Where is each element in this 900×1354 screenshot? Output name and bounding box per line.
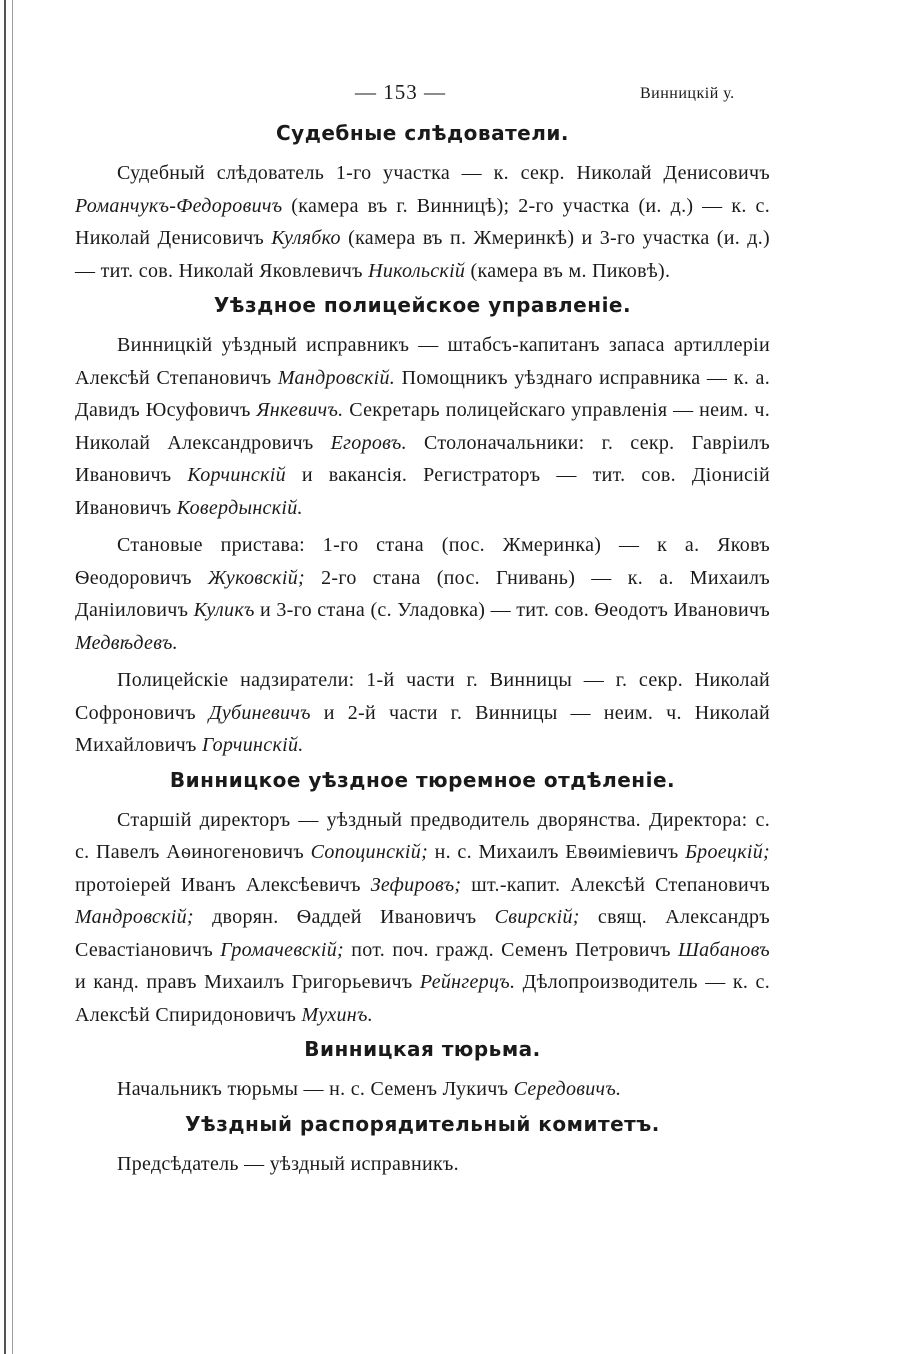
text-run: н. с. Михаилъ Евѳиміевичъ [428,841,686,863]
surname: Жуковскій; [207,566,305,589]
paragraph [75,329,770,524]
page-header [0,80,900,110]
text-run: (камера въ г. Винницѣ); 2-го участка (и. д.) — к. с. Николай Денисовичъ [75,194,770,249]
text-run: Начальникъ тюрьмы — н. с. Семенъ Лукичъ [117,1078,514,1100]
text-run: и 3-го стана (с. Уладовка) — тит. сов. Ѳеодотъ Ивановичъ [254,599,770,621]
section-title: Уѣздный распорядительный комитетъ. [185,1111,660,1136]
text-run: Винницкій уѣздный исправникъ — штабсъ-капитанъ запаса артиллеріи Алексѣй Степановичъ [75,334,770,389]
surname: Горчинскій. [201,734,304,756]
paragraph [75,664,770,762]
surname: Медвѣдевъ. [75,631,178,654]
surname: Романчукъ-Федоровичъ [75,194,283,217]
text-run: (камера въ м. Пиковѣ). [465,259,671,282]
surname: Янкевичъ. [256,399,344,421]
surname: Ковердынскій. [176,496,303,519]
surname: Громачевскій; [220,938,344,961]
paragraph [75,1148,770,1181]
surname: Зефировъ; [370,873,462,896]
text-run: Старшій директоръ — уѣздный предводитель дворянства. Директора: с. с. Павелъ Аѳиногеновичъ [75,808,770,863]
paragraph [75,529,770,659]
page-number: — 153 — [355,80,446,104]
text-run: шт.-капит. Алексѣй Степановичъ [461,873,770,896]
text-run: протоіерей Иванъ Алексѣевичъ [75,873,371,896]
section-title: Судебные слѣдователи. [275,121,569,145]
text-run: дворян. Ѳаддей Ивановичъ [193,906,495,928]
surname: Мухинъ. [301,1003,373,1026]
surname: Дубиневичъ [208,701,311,724]
text-run: Дѣлопроизводитель — к. с. Алексѣй Спиридоновичъ [75,971,770,1026]
text-run: Судебный слѣдователь 1-го участка — к. секр. Николай Денисовичъ [117,162,770,184]
surname: Егоровъ. [330,431,407,454]
surname: Свирскій; [494,906,580,928]
surname: Мандровскій; [75,906,194,928]
page-body [75,115,770,1185]
surname: Середовичъ. [513,1078,622,1100]
text-run: Предсѣдатель — уѣздный исправникъ. [117,1152,459,1175]
surname: Броецкій; [685,841,771,863]
text-run: 2-го стана (пос. Гнивань) — к. а. Михаилъ Даніиловичъ [75,566,770,621]
text-run: и вакансія. Регистраторъ — тит. сов. Діонисій Ивановичъ [75,464,770,519]
surname: Корчинскій [187,464,286,486]
text-run: Становые пристава: 1-го стана (пос. Жмеринка) — к а. Яковъ Ѳеодоровичъ [75,534,770,589]
text-run: свящ. Александръ Севастіановичъ [75,906,770,961]
surname: Мандровскій. [277,366,396,389]
text-run: и канд. правъ Михаилъ Григорьевичъ [75,971,420,993]
surname: Куликъ [193,599,255,621]
surname: Кулябко [271,227,341,249]
text-run: Полицейскіе надзиратели: 1-й части г. Винницы — г. секр. Николай Софроновичъ [75,669,770,724]
running-head: Винницкій у. [640,85,735,102]
text-run: Столоначальники: г. секр. Гавріилъ Ивановичъ [75,431,770,486]
section-title: Винницкое уѣздное тюремное отдѣленіе. [169,767,676,792]
paragraph [75,157,770,287]
text-run: (камера въ п. Жмеринкѣ) и 3-го участка (и. д.) — тит. сов. Николай Яковлевичъ [75,227,770,282]
section-title: Уѣздное полицейское управленіе. [213,293,632,317]
text-run: Помощникъ уѣзднаго исправника — к. а. Давидъ Юсуфовичъ [75,366,770,421]
surname: Никольскій [368,259,466,282]
page-binding-edge [4,0,12,1354]
surname: Сопоцинскій; [310,841,429,863]
section-title: Винницкая тюрьма. [304,1037,541,1061]
text-run: пот. поч. гражд. Семенъ Петровичъ [344,938,678,961]
paragraph [75,1073,770,1106]
paragraph [75,804,770,1032]
text-run: и 2-й части г. Винницы — неим. ч. Николай Михайловичъ [75,701,770,756]
surname: Шабановъ [677,938,770,961]
surname: Рейнгерцъ. [419,971,516,993]
text-run: Секретарь полицейскаго управленія — неим. ч. Николай Александровичъ [75,399,771,454]
